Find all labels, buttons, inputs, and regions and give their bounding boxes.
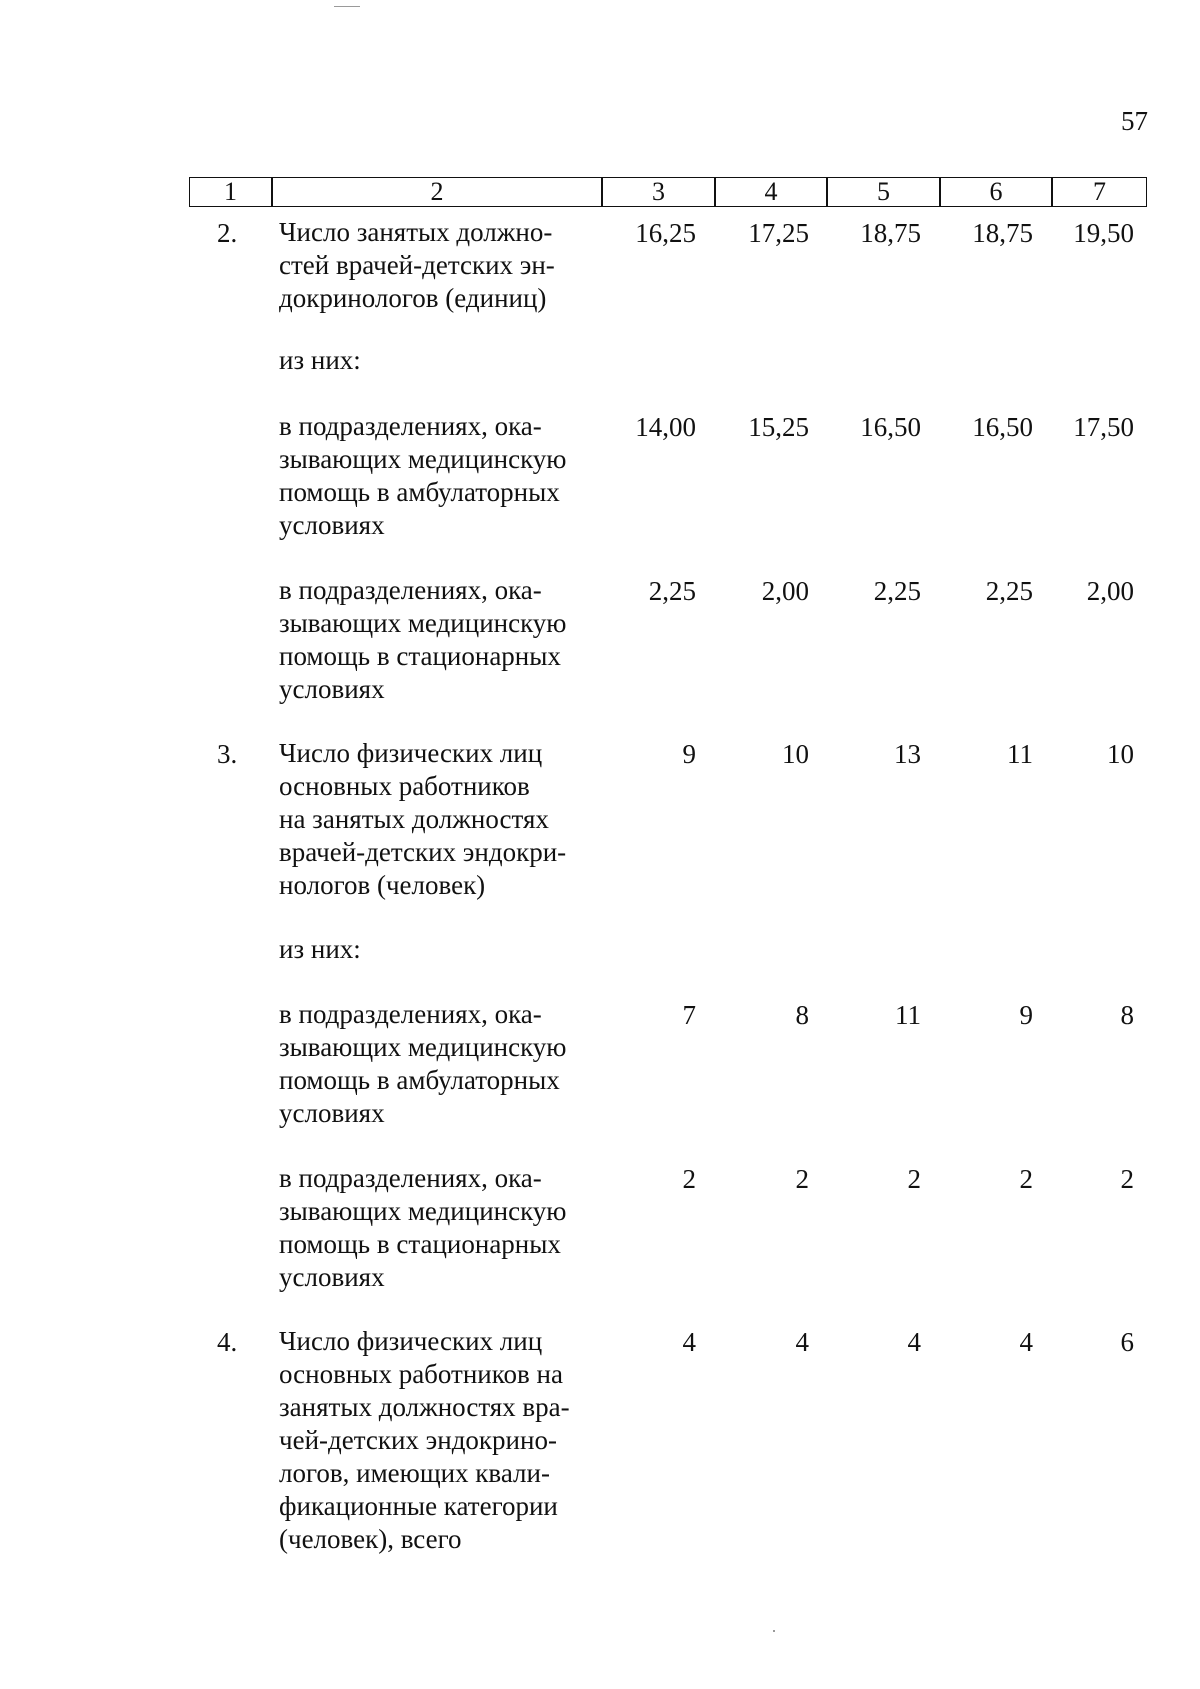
value-col-5: 2 — [907, 1164, 921, 1194]
row-number: 2. — [217, 218, 238, 248]
row-number: 4. — [217, 1327, 238, 1357]
row-label: в подразделениях, ока- зывающих медицинскую помощь в амбулаторных условиях — [279, 411, 567, 540]
value-col-4: 17,25 — [748, 218, 809, 248]
value-col-7: 19,50 — [1073, 218, 1134, 248]
value-col-5: 13 — [894, 739, 921, 769]
value-col-4: 8 — [795, 1000, 809, 1030]
header-cell-4: 4 — [715, 177, 827, 207]
value-col-5: 2,25 — [873, 576, 921, 606]
value-col-7: 8 — [1120, 1000, 1134, 1030]
value-col-5: 4 — [907, 1327, 921, 1357]
row-number: 3. — [217, 739, 238, 769]
value-col-6: 4 — [1019, 1327, 1033, 1357]
header-cell-3: 3 — [602, 177, 715, 207]
value-col-6: 2,25 — [985, 576, 1033, 606]
value-col-3: 2,25 — [648, 576, 696, 606]
value-col-5: 18,75 — [860, 218, 921, 248]
value-col-3: 9 — [682, 739, 696, 769]
header-cell-7: 7 — [1052, 177, 1147, 207]
header-cell-6: 6 — [940, 177, 1052, 207]
value-col-5: 11 — [895, 1000, 921, 1030]
row-label: из них: — [279, 345, 361, 375]
value-col-3: 4 — [682, 1327, 696, 1357]
value-col-7: 2 — [1120, 1164, 1134, 1194]
row-label: Число физических лиц основных работников на занятых должностях врачей-детских эндокри- нологов (человек) — [279, 738, 567, 900]
value-col-7: 10 — [1107, 739, 1134, 769]
value-col-4: 15,25 — [748, 412, 809, 442]
header-cell-2: 2 — [272, 177, 602, 207]
row-label: в подразделениях, ока- зывающих медицинскую помощь в амбулаторных условиях — [279, 999, 567, 1128]
value-col-3: 2 — [682, 1164, 696, 1194]
value-col-3: 14,00 — [635, 412, 696, 442]
row-label: Число физических лиц основных работников на занятых должностях вра- чей-детских эндокрино- логов, имеющих квали- фикационные категории (человек), всего — [279, 1326, 570, 1554]
value-col-4: 2 — [795, 1164, 809, 1194]
value-col-4: 10 — [782, 739, 809, 769]
row-label: Число занятых должно- стей врачей-детских эн- докринологов (единиц) — [279, 217, 555, 313]
value-col-6: 2 — [1019, 1164, 1033, 1194]
scan-artifact-mark — [334, 6, 360, 7]
value-col-3: 16,25 — [635, 218, 696, 248]
value-col-7: 17,50 — [1073, 412, 1134, 442]
value-col-6: 18,75 — [972, 218, 1033, 248]
header-cell-1: 1 — [189, 177, 272, 207]
table-header-row — [189, 177, 1147, 209]
row-label: в подразделениях, ока- зывающих медицинскую помощь в стационарных условиях — [279, 575, 567, 704]
value-col-3: 7 — [682, 1000, 696, 1030]
row-label: в подразделениях, ока- зывающих медицинскую помощь в стационарных условиях — [279, 1163, 567, 1292]
value-col-6: 9 — [1019, 1000, 1033, 1030]
scan-artifact-dot — [773, 1630, 775, 1632]
value-col-7: 2,00 — [1086, 576, 1134, 606]
value-col-4: 2,00 — [761, 576, 809, 606]
value-col-4: 4 — [795, 1327, 809, 1357]
value-col-6: 16,50 — [972, 412, 1033, 442]
value-col-6: 11 — [1007, 739, 1033, 769]
page-number: 57 — [1121, 106, 1148, 136]
row-label: из них: — [279, 934, 361, 964]
value-col-5: 16,50 — [860, 412, 921, 442]
header-cell-5: 5 — [827, 177, 940, 207]
value-col-7: 6 — [1120, 1327, 1134, 1357]
